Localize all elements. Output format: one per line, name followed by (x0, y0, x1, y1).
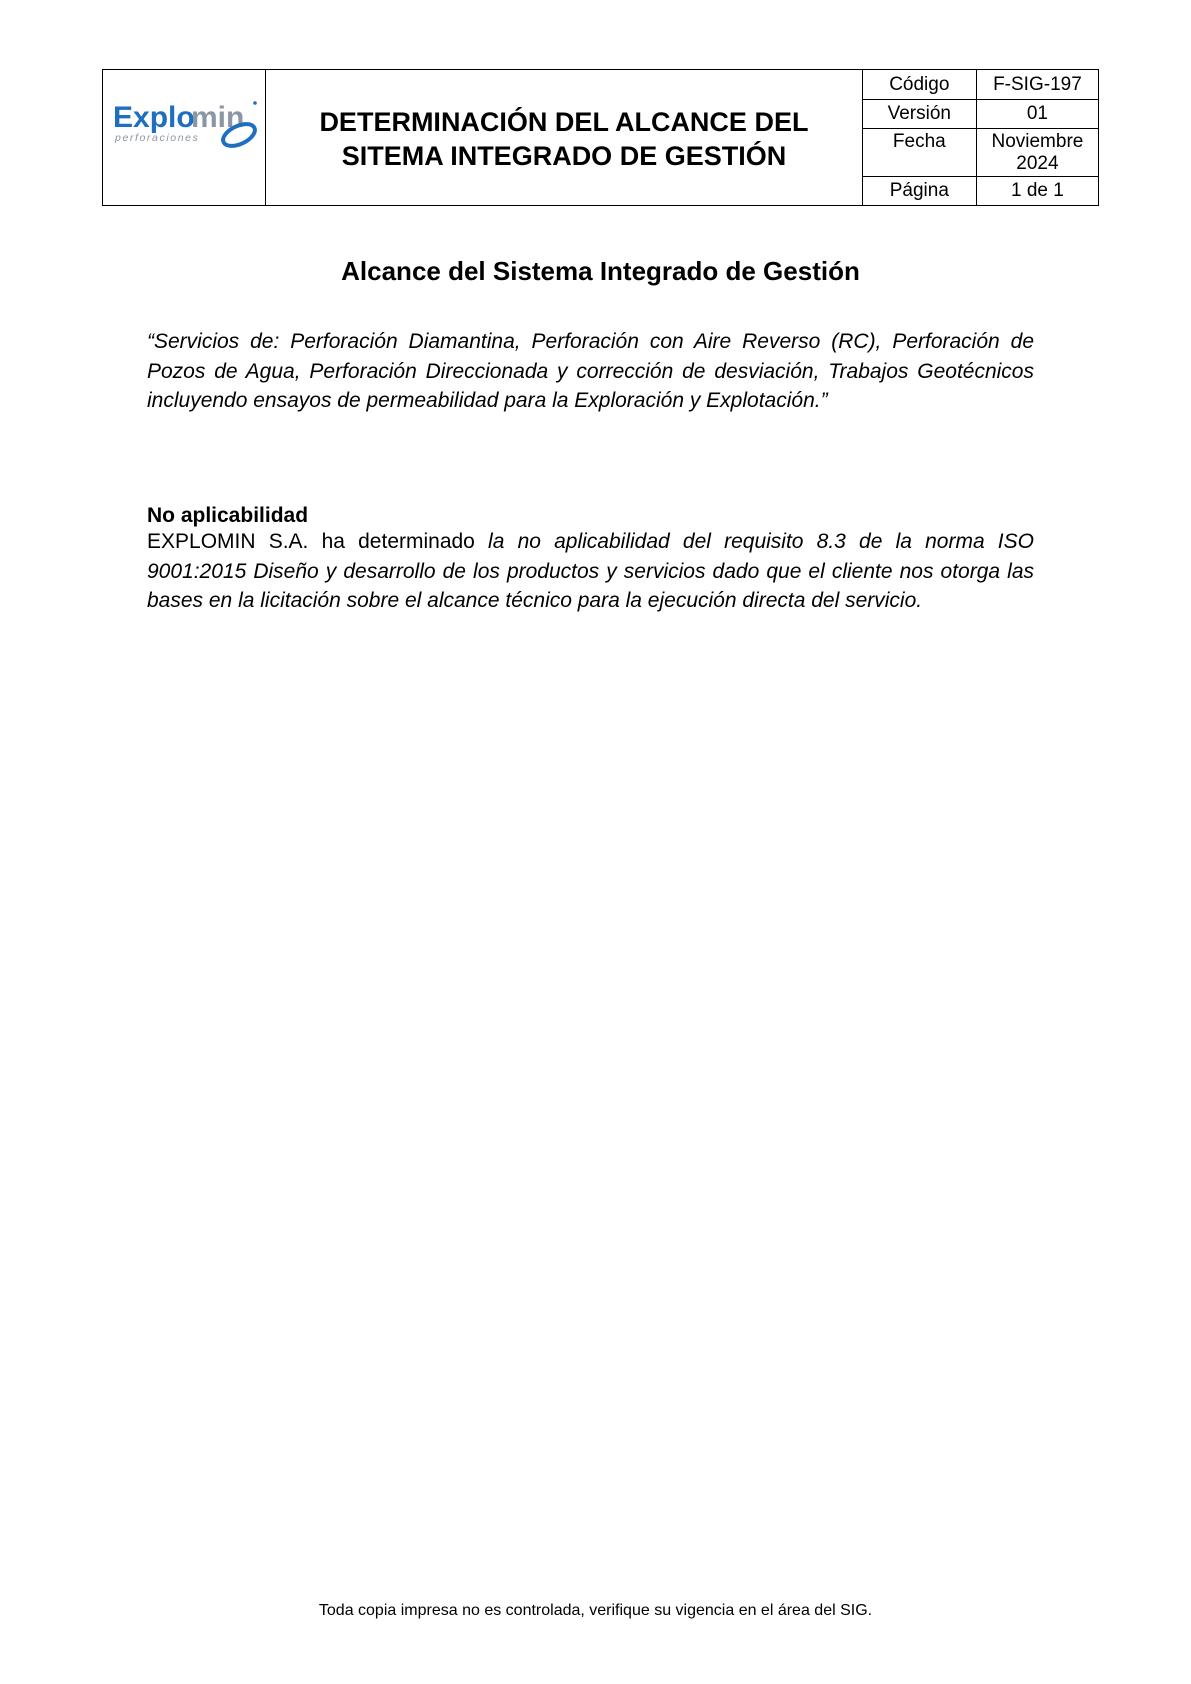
version-value: 01 (976, 100, 1098, 129)
code-label: Código (862, 70, 976, 100)
explomin-logo (103, 71, 266, 205)
version-label: Versión (862, 100, 976, 129)
non-applicability-text-plain: EXPLOMIN S.A. ha determinado (147, 530, 489, 553)
footer-note: Toda copia impresa no es controlada, verifique su vigencia en el área del SIG. (318, 1602, 873, 1619)
logo-brand-main: Explo (113, 100, 195, 134)
logo-brand-sub: perforaciones (115, 131, 200, 144)
page-value: 1 de 1 (976, 177, 1098, 206)
non-applicability-heading: No aplicabilidad (147, 504, 309, 527)
section-title: Alcance del Sistema Integrado de Gestión (341, 256, 860, 286)
document-title: DETERMINACIÓN DEL ALCANCE DEL SITEMA INTEGRADO DE GESTIÓN (319, 106, 809, 171)
code-value: F-SIG-197 (976, 70, 1098, 100)
logo-brand-accent: min (191, 100, 245, 134)
title-cell (266, 70, 863, 206)
page-label: Página (862, 177, 976, 206)
document-header (102, 69, 1099, 206)
logo-dot-icon (253, 101, 257, 105)
scope-text: “Servicios de: Perforación Diamantina, Perforación con Aire Reverso (RC), Perforación de Pozos de Agua, Perforación Direccionada y corrección de desviación, Trabajos Geotécnicos incluyendo ensayos de permeabilidad para la Exploración y Explotación.” (147, 330, 1034, 412)
date-label: Fecha (862, 129, 976, 177)
non-applicability-text-italic: la no aplicabilidad del requisito 8.3 de la norma ISO 9001:2015 Diseño y desarrollo de los productos y servicios dado que el cliente nos otorga las bases en la licitación sobre el alcance técnico para la ejecución directa del servicio. (147, 530, 1034, 612)
logo-cell (103, 70, 266, 206)
non-applicability-text (147, 527, 1034, 616)
date-value: Noviembre 2024 (976, 129, 1098, 177)
